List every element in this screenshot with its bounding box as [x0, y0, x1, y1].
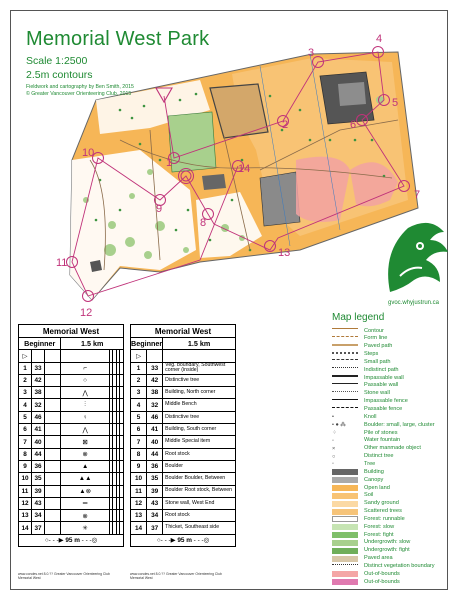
- legend-item: [332, 548, 452, 555]
- legend-label: Distinct vegetation boundary: [364, 563, 435, 569]
- building-east-grey: [338, 82, 366, 106]
- control-description-sheet-symbols: [18, 324, 124, 547]
- control-code: 46: [147, 411, 163, 423]
- finish-row: ○- - -▶ 95 m - - -◎: [131, 534, 236, 546]
- control-code: 36: [32, 460, 45, 472]
- legend-item: [332, 571, 452, 578]
- legend-label: Pile of stones: [364, 429, 398, 436]
- legend-item: [332, 446, 452, 453]
- control-code: 32: [32, 399, 45, 411]
- legend-swatch: [332, 540, 358, 546]
- feature-symbol-icon: ⋀: [61, 387, 109, 399]
- control-row: [19, 510, 124, 522]
- legend-swatch: [332, 352, 358, 358]
- control-row: [19, 485, 124, 497]
- control-code: 32: [147, 399, 163, 411]
- control-number: 1: [131, 362, 147, 374]
- legend-item: [332, 485, 452, 492]
- control-description: Building, South corner: [163, 424, 236, 436]
- control-number: 4: [131, 399, 147, 411]
- control-description: Boulder Root stock, Between: [163, 485, 236, 497]
- control-row: [19, 448, 124, 460]
- legend-swatch: ◦: [332, 461, 334, 468]
- control-code: 34: [147, 510, 163, 522]
- legend-swatch: [332, 509, 358, 515]
- legend-swatch: [332, 548, 358, 554]
- control-description: Root stock: [163, 510, 236, 522]
- control-number: 6: [131, 424, 147, 436]
- legend-label: Paved area: [364, 555, 393, 562]
- feature-symbol-icon: ○: [61, 374, 109, 386]
- legend-label: Contour: [364, 327, 384, 334]
- control-code: 43: [147, 497, 163, 509]
- legend-swatch: [332, 477, 358, 483]
- control-description: Veg. boundary, Southwest corner (inside): [163, 362, 236, 374]
- control-description: Boulder Boulder, Between: [163, 473, 236, 485]
- control-number: 5: [131, 411, 147, 423]
- map-scale: Scale 1:2500: [26, 55, 88, 67]
- map-title: Memorial West Park: [26, 28, 210, 50]
- control-description: Middle Special item: [163, 436, 236, 448]
- building-center: [260, 172, 300, 226]
- legend-label: Form line: [364, 335, 388, 342]
- control-row: [19, 473, 124, 485]
- legend-label: Canopy: [364, 476, 384, 483]
- club-logo: [388, 223, 448, 292]
- control-label-14: 14: [238, 163, 251, 175]
- legend-swatch: [332, 367, 358, 373]
- legend-item: [332, 383, 452, 390]
- control-number: 11: [19, 485, 32, 497]
- legend-item: [332, 556, 452, 563]
- control-row: [19, 522, 124, 534]
- legend-swatch: ×: [332, 445, 336, 452]
- map-credit-copyright: © Greater Vancouver Orienteering Club, 2015: [26, 91, 132, 97]
- control-label-10: 10: [82, 147, 95, 159]
- control-label-7: 7: [414, 189, 421, 201]
- control-row: [19, 497, 124, 509]
- legend-label: Scattered trees: [364, 508, 402, 515]
- legend-item: [332, 469, 452, 476]
- control-code: 33: [32, 362, 45, 374]
- control-row: [131, 424, 236, 436]
- finish-row: ○- - -▶ 95 m - - -◎: [19, 534, 124, 546]
- legend-swatch: [332, 579, 358, 585]
- control-row: [131, 387, 236, 399]
- start-symbol: ▷: [19, 350, 32, 362]
- control-label-12: 12: [80, 307, 93, 319]
- control-code: 44: [32, 448, 45, 460]
- legend-swatch: [332, 391, 358, 397]
- legend-label: Soil: [364, 492, 374, 499]
- legend-item: [332, 509, 452, 516]
- sheet-footer-1: www.condes.net 8.0.?? Greater Vancouver Orienteering Club Memorial West: [18, 572, 110, 580]
- control-label-3: 3: [308, 47, 315, 59]
- control-row: [131, 497, 236, 509]
- legend-label: Undergrowth: slow: [364, 539, 411, 546]
- control-number: 11: [131, 485, 147, 497]
- legend-label: Impassable wall: [364, 374, 404, 381]
- legend-item: [332, 454, 452, 461]
- legend-item: [332, 391, 452, 398]
- legend-label: Steps: [364, 351, 379, 358]
- control-code: 40: [32, 436, 45, 448]
- control-number: 2: [19, 374, 32, 386]
- sheet-event-name: Memorial West: [131, 325, 236, 338]
- legend-swatch: [332, 501, 358, 507]
- legend-item: [332, 414, 452, 421]
- legend-item: [332, 399, 452, 406]
- legend-swatch: [332, 516, 358, 522]
- control-row: [19, 387, 124, 399]
- legend-swatch: [332, 359, 358, 365]
- control-description-sheet-text: [130, 324, 236, 547]
- control-row: [131, 522, 236, 534]
- club-url: gvoc.whyjustrun.ca: [388, 300, 440, 306]
- control-code: 34: [32, 510, 45, 522]
- sheet-course-length: 1.5 km: [61, 338, 124, 350]
- legend-title: Map legend: [332, 312, 385, 323]
- legend-item: [332, 407, 452, 414]
- control-row: [19, 399, 124, 411]
- legend-item: [332, 352, 452, 359]
- legend-swatch: [332, 485, 358, 491]
- control-description: Root stock: [163, 448, 236, 460]
- feature-symbol-icon: ⊗: [61, 448, 109, 460]
- feature-symbol-icon: ✳: [61, 522, 109, 534]
- control-number: 14: [19, 522, 32, 534]
- legend-label: Boulder: small, large, cluster: [364, 421, 435, 428]
- legend-item: [332, 540, 452, 547]
- control-code: 42: [32, 374, 45, 386]
- legend-label: Forest: fight: [364, 531, 394, 538]
- legend-label: Indistinct path: [364, 366, 399, 373]
- legend-item: [332, 532, 452, 539]
- control-number: 9: [131, 460, 147, 472]
- control-code: 40: [147, 436, 163, 448]
- legend-label: Water fountain: [364, 437, 401, 444]
- control-code: 33: [147, 362, 163, 374]
- control-label-4: 4: [376, 33, 383, 45]
- legend-swatch: •: [332, 414, 334, 421]
- sheet-course-length: 1.5 km: [163, 338, 236, 350]
- control-label-11: 11: [56, 257, 68, 269]
- control-description: Building, North corner: [163, 387, 236, 399]
- control-number: 4: [19, 399, 32, 411]
- legend-swatch: [332, 532, 358, 538]
- control-number: 3: [19, 387, 32, 399]
- control-description: Distinctive tree: [163, 374, 236, 386]
- control-row: [19, 362, 124, 374]
- legend-item: [332, 422, 452, 429]
- legend-label: Impassable fence: [364, 398, 408, 405]
- control-description: Thicket, Southeast side: [163, 522, 236, 534]
- control-label-6: 6: [350, 119, 357, 131]
- legend-label: Forest: runnable: [364, 515, 405, 522]
- legend-label: Out-of-bounds: [364, 570, 400, 577]
- control-code: 37: [147, 522, 163, 534]
- legend-swatch: [332, 344, 358, 350]
- legend-swatch: [332, 524, 358, 530]
- control-row: [19, 436, 124, 448]
- control-number: 7: [131, 436, 147, 448]
- control-description: Middle Bench: [163, 399, 236, 411]
- control-row: [131, 473, 236, 485]
- control-label-9: 9: [156, 203, 163, 215]
- feature-symbol-icon: ⊠: [61, 436, 109, 448]
- feature-symbol-icon: ⊗: [61, 510, 109, 522]
- feature-symbol-icon: ▲▲: [61, 473, 109, 485]
- legend-swatch: ○: [332, 453, 336, 460]
- start-symbol: ▷: [131, 350, 147, 362]
- legend-label: Out-of-bounds: [364, 578, 400, 585]
- control-code: 36: [147, 460, 163, 472]
- control-number: 5: [19, 411, 32, 423]
- control-row: [131, 399, 236, 411]
- legend-swatch: [332, 399, 358, 405]
- control-label-13: 13: [278, 247, 291, 259]
- legend-item: [332, 516, 452, 523]
- legend-swatch: [332, 564, 358, 570]
- control-code: 37: [32, 522, 45, 534]
- legend-swatch: ⁘: [332, 430, 337, 437]
- control-row: [131, 460, 236, 472]
- control-row: [19, 411, 124, 423]
- legend-item: [332, 344, 452, 351]
- legend-label: Building: [364, 468, 384, 475]
- control-code: 41: [32, 424, 45, 436]
- legend-swatch: [332, 383, 358, 389]
- legend-item: [332, 461, 452, 468]
- control-number: 1: [19, 362, 32, 374]
- legend-label: Passable fence: [364, 406, 403, 412]
- control-row: [131, 510, 236, 522]
- legend-label: Other manmade object: [364, 445, 421, 452]
- control-description: Stone wall, West End: [163, 497, 236, 509]
- control-label-2: 2: [282, 119, 289, 131]
- legend-item: [332, 524, 452, 531]
- legend-label: Tree: [364, 460, 376, 467]
- control-code: 41: [147, 424, 163, 436]
- control-number: 12: [19, 497, 32, 509]
- control-number: 3: [131, 387, 147, 399]
- legend-item: [332, 367, 452, 374]
- feature-symbol-icon: ═: [61, 497, 109, 509]
- legend-item: [332, 493, 452, 500]
- legend-swatch: [332, 328, 358, 334]
- legend-label: Open land: [364, 484, 390, 491]
- control-description: Distinctive tree: [163, 411, 236, 423]
- control-row: [19, 424, 124, 436]
- feature-symbol-icon: ▲⊗: [61, 485, 109, 497]
- legend-label: Sandy ground: [364, 500, 399, 507]
- control-row: [19, 374, 124, 386]
- control-label-5: 5: [392, 97, 399, 109]
- control-number: 2: [131, 374, 147, 386]
- legend-swatch: [332, 571, 358, 577]
- control-row: [131, 362, 236, 374]
- legend-label: Passable wall: [364, 382, 399, 389]
- sheet-footer-2: www.condes.net 8.0.?? Greater Vancouver Orienteering Club Memorial West: [130, 572, 222, 580]
- control-label-8: 8: [200, 217, 207, 229]
- control-code: 38: [32, 387, 45, 399]
- control-number: 14: [131, 522, 147, 534]
- feature-symbol-icon: ⌐: [61, 362, 109, 374]
- legend-item: [332, 564, 452, 571]
- legend-item: [332, 438, 452, 445]
- control-number: 10: [131, 473, 147, 485]
- sheet-course-name: Beginner: [19, 338, 61, 350]
- control-code: 44: [147, 448, 163, 460]
- legend-swatch: [332, 336, 358, 342]
- legend-item: [332, 477, 452, 484]
- control-number: 13: [19, 510, 32, 522]
- legend-item: [332, 359, 452, 366]
- control-code: 42: [147, 374, 163, 386]
- legend-item: [332, 375, 452, 382]
- legend-swatch: • ● ⁂: [332, 422, 346, 429]
- legend-label: Undergrowth: fight: [364, 547, 410, 554]
- legend-label: Distinct tree: [364, 453, 394, 460]
- legend-swatch: ◦: [332, 437, 334, 444]
- map-credit-fieldwork: Fieldwork and cartography by Ben Smith, 2015: [26, 84, 134, 90]
- control-row: [131, 436, 236, 448]
- control-description: Boulder: [163, 460, 236, 472]
- feature-symbol-icon: ▲: [61, 460, 109, 472]
- control-number: 8: [19, 448, 32, 460]
- control-code: 35: [147, 473, 163, 485]
- map-contours: 2.5m contours: [26, 69, 93, 81]
- control-number: 8: [131, 448, 147, 460]
- legend-swatch: [332, 556, 358, 562]
- feature-symbol-icon: ♀: [61, 411, 109, 423]
- feature-symbol-icon: ⫶: [61, 399, 109, 411]
- legend-label: Forest: slow: [364, 523, 395, 530]
- legend-swatch: [332, 493, 358, 499]
- legend-item: [332, 430, 452, 437]
- control-code: 35: [32, 473, 45, 485]
- control-code: 39: [32, 485, 45, 497]
- control-code: 46: [32, 411, 45, 423]
- feature-symbol-icon: ⋀: [61, 424, 109, 436]
- control-row: [19, 460, 124, 472]
- control-code: 43: [32, 497, 45, 509]
- control-number: 13: [131, 510, 147, 522]
- sheet-course-name: Beginner: [131, 339, 163, 349]
- building-tiny: [90, 260, 102, 272]
- control-number: 10: [19, 473, 32, 485]
- control-row: [131, 485, 236, 497]
- building-small: [202, 174, 226, 190]
- control-code: 39: [147, 485, 163, 497]
- legend-swatch: [332, 407, 358, 413]
- legend-item: [332, 328, 452, 335]
- control-label-1: 1: [166, 157, 173, 169]
- control-number: 7: [19, 436, 32, 448]
- sheet-event-name: Memorial West: [19, 325, 124, 338]
- legend-label: Small path: [364, 358, 391, 365]
- control-row: [131, 374, 236, 386]
- legend-swatch: [332, 375, 358, 381]
- legend-label: Knoll: [364, 413, 377, 420]
- control-code: 38: [147, 387, 163, 399]
- control-number: 12: [131, 497, 147, 509]
- legend-item: [332, 336, 452, 343]
- legend-swatch: [332, 469, 358, 475]
- control-number: 9: [19, 460, 32, 472]
- control-number: 6: [19, 424, 32, 436]
- legend-label: Stone wall: [364, 390, 390, 397]
- legend-item: [332, 579, 452, 586]
- control-row: [131, 448, 236, 460]
- legend-label: Paved path: [364, 343, 393, 350]
- control-row: [131, 411, 236, 423]
- legend-item: [332, 501, 452, 508]
